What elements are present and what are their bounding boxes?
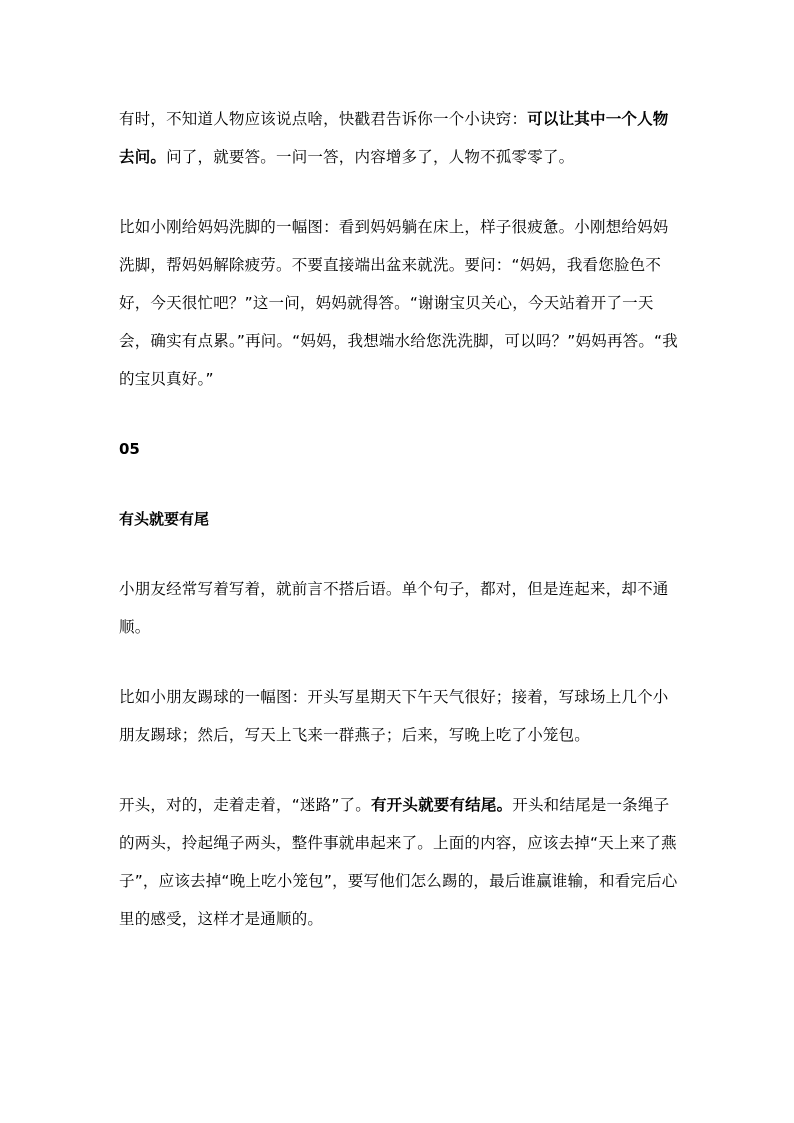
spacer: [119, 646, 679, 678]
spacer: [119, 176, 679, 208]
section-number: 05: [119, 440, 140, 458]
spacer: [119, 538, 679, 570]
paragraph-tip-text-a: 有时，不知道人物应该说点啥，快戳君告诉你一个小诀窍：: [119, 110, 528, 128]
paragraph-conclusion-bold: 有开头就要有结尾。: [370, 796, 513, 814]
paragraph-tip-text-b: 问了，就要答。一问一答，内容增多了，人物不孤零零了。: [166, 148, 575, 166]
paragraph-tip: [119, 100, 679, 176]
spacer: [119, 754, 679, 786]
paragraph-conclusion: [119, 786, 679, 938]
document-page: [119, 100, 679, 938]
paragraph-example-football: 比如小朋友踢球的一幅图：开头写星期天下午天气很好；接着，写球场上几个小朋友踢球；然后，写天上飞来一群燕子；后来，写晚上吃了小笼包。: [119, 688, 669, 744]
spacer: [119, 468, 679, 500]
section-title: 有头就要有尾: [119, 510, 210, 528]
paragraph-example-washing: 比如小刚给妈妈洗脚的一幅图：看到妈妈躺在床上，样子很疲惫。小刚想给妈妈洗脚，帮妈妈解除疲劳。不要直接端出盆来就洗。要问：“妈妈，我看您脸色不好，今天很忙吧？”这一问，妈妈就得答。“谢谢宝贝关心，今天站着开了一天会，确实有点累。”再问。“妈妈，我想端水给您洗洗脚，可以吗？”妈妈再答。“我的宝贝真好。”: [119, 218, 678, 388]
paragraph-conclusion-text-b: 开头和结尾是一条绳子的两头，拎起绳子两头，整件事就串起来了。上面的内容，应该去掉“天上来了燕子”，应该去掉“晚上吃小笼包”，要写他们怎么踢的，最后谁赢谁输，和看完后心里的感受，这样才是通顺的。: [119, 796, 678, 928]
paragraph-tip-bold: 可以让其中一个人物去问。: [119, 110, 669, 166]
paragraph-problem: 小朋友经常写着写着，就前言不搭后语。单个句子，都对，但是连起来，却不通顺。: [119, 580, 669, 636]
spacer: [119, 398, 679, 430]
paragraph-conclusion-text-a: 开头，对的，走着走着，“迷路”了。: [119, 796, 371, 814]
